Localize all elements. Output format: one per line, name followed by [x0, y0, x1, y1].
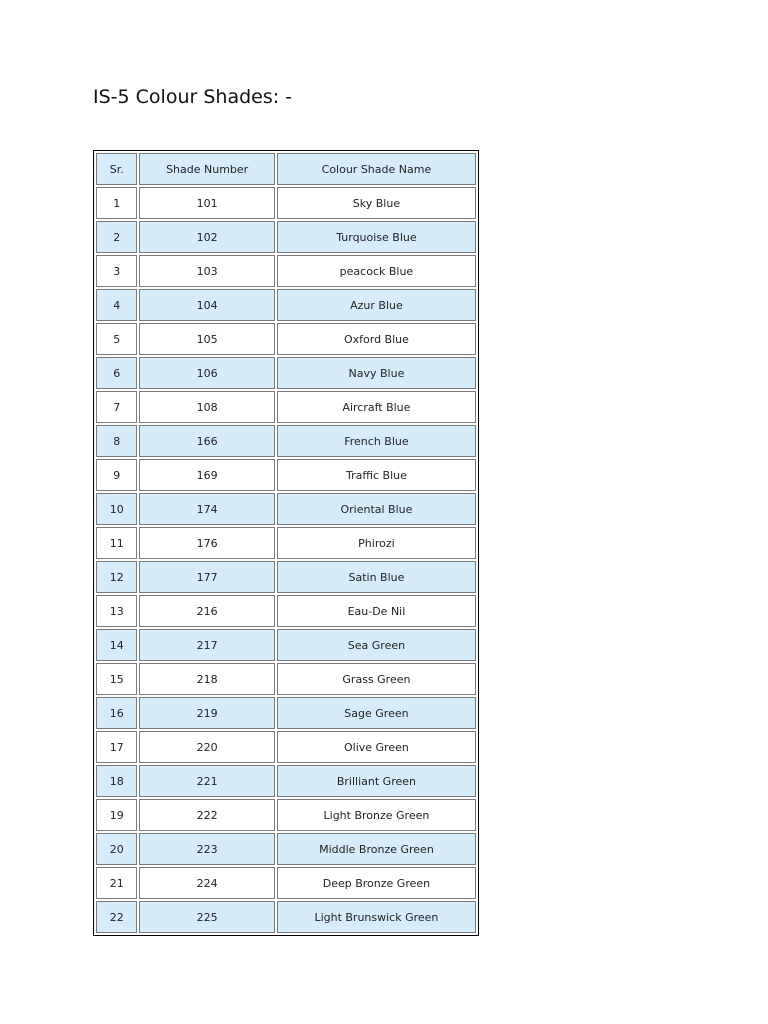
cell-shade-number: 177 — [139, 561, 274, 593]
cell-shade-number: 174 — [139, 493, 274, 525]
cell-sr: 11 — [96, 527, 137, 559]
cell-sr: 7 — [96, 391, 137, 423]
header-shade-number: Shade Number — [139, 153, 274, 185]
cell-colour-shade-name: Oxford Blue — [277, 323, 476, 355]
table-row — [96, 255, 476, 287]
cell-shade-number: 217 — [139, 629, 274, 661]
cell-sr: 10 — [96, 493, 137, 525]
cell-colour-shade-name: Oriental Blue — [277, 493, 476, 525]
cell-sr: 2 — [96, 221, 137, 253]
table-row — [96, 527, 476, 559]
cell-sr: 18 — [96, 765, 137, 797]
cell-colour-shade-name: Eau-De Nil — [277, 595, 476, 627]
cell-colour-shade-name: Azur Blue — [277, 289, 476, 321]
cell-sr: 16 — [96, 697, 137, 729]
cell-shade-number: 103 — [139, 255, 274, 287]
table-row — [96, 221, 476, 253]
cell-colour-shade-name: Traffic Blue — [277, 459, 476, 491]
cell-sr: 17 — [96, 731, 137, 763]
table-row — [96, 765, 476, 797]
cell-colour-shade-name: French Blue — [277, 425, 476, 457]
cell-colour-shade-name: Deep Bronze Green — [277, 867, 476, 899]
cell-sr: 4 — [96, 289, 137, 321]
table-row — [96, 357, 476, 389]
cell-colour-shade-name: Sage Green — [277, 697, 476, 729]
table-row — [96, 561, 476, 593]
cell-shade-number: 220 — [139, 731, 274, 763]
table-row — [96, 697, 476, 729]
cell-shade-number: 219 — [139, 697, 274, 729]
cell-colour-shade-name: Brilliant Green — [277, 765, 476, 797]
cell-shade-number: 225 — [139, 901, 274, 933]
cell-sr: 6 — [96, 357, 137, 389]
cell-sr: 3 — [96, 255, 137, 287]
cell-shade-number: 216 — [139, 595, 274, 627]
table-row — [96, 493, 476, 525]
table-row — [96, 833, 476, 865]
cell-shade-number: 222 — [139, 799, 274, 831]
cell-colour-shade-name: Phirozi — [277, 527, 476, 559]
cell-colour-shade-name: Middle Bronze Green — [277, 833, 476, 865]
page-title: IS-5 Colour Shades: - — [93, 86, 293, 108]
cell-colour-shade-name: Turquoise Blue — [277, 221, 476, 253]
cell-colour-shade-name: Satin Blue — [277, 561, 476, 593]
cell-sr: 1 — [96, 187, 137, 219]
cell-colour-shade-name: Sea Green — [277, 629, 476, 661]
cell-colour-shade-name: peacock Blue — [277, 255, 476, 287]
table-row — [96, 391, 476, 423]
cell-colour-shade-name: Navy Blue — [277, 357, 476, 389]
cell-shade-number: 223 — [139, 833, 274, 865]
cell-shade-number: 218 — [139, 663, 274, 695]
header-sr: Sr. — [96, 153, 137, 185]
cell-sr: 22 — [96, 901, 137, 933]
table-row — [96, 629, 476, 661]
table-row — [96, 799, 476, 831]
cell-sr: 20 — [96, 833, 137, 865]
table-row — [96, 459, 476, 491]
colour-shades-table — [93, 150, 479, 936]
cell-colour-shade-name: Light Bronze Green — [277, 799, 476, 831]
cell-sr: 8 — [96, 425, 137, 457]
cell-shade-number: 224 — [139, 867, 274, 899]
cell-shade-number: 104 — [139, 289, 274, 321]
cell-shade-number: 106 — [139, 357, 274, 389]
cell-shade-number: 105 — [139, 323, 274, 355]
table-row — [96, 731, 476, 763]
table-header-row — [96, 153, 476, 185]
table-row — [96, 425, 476, 457]
cell-shade-number: 166 — [139, 425, 274, 457]
cell-shade-number: 102 — [139, 221, 274, 253]
cell-sr: 21 — [96, 867, 137, 899]
table-body — [96, 187, 476, 933]
cell-sr: 19 — [96, 799, 137, 831]
cell-sr: 12 — [96, 561, 137, 593]
table-row — [96, 323, 476, 355]
cell-colour-shade-name: Aircraft Blue — [277, 391, 476, 423]
cell-colour-shade-name: Grass Green — [277, 663, 476, 695]
cell-shade-number: 176 — [139, 527, 274, 559]
table-row — [96, 901, 476, 933]
cell-sr: 9 — [96, 459, 137, 491]
header-colour-shade-name: Colour Shade Name — [277, 153, 476, 185]
cell-sr: 15 — [96, 663, 137, 695]
cell-sr: 14 — [96, 629, 137, 661]
cell-colour-shade-name: Light Brunswick Green — [277, 901, 476, 933]
table-row — [96, 867, 476, 899]
cell-shade-number: 101 — [139, 187, 274, 219]
cell-colour-shade-name: Sky Blue — [277, 187, 476, 219]
cell-sr: 13 — [96, 595, 137, 627]
cell-shade-number: 108 — [139, 391, 274, 423]
table-row — [96, 663, 476, 695]
colour-shades-table-container — [93, 150, 477, 936]
table-row — [96, 595, 476, 627]
table-row — [96, 289, 476, 321]
cell-colour-shade-name: Olive Green — [277, 731, 476, 763]
table-row — [96, 187, 476, 219]
cell-shade-number: 169 — [139, 459, 274, 491]
cell-shade-number: 221 — [139, 765, 274, 797]
cell-sr: 5 — [96, 323, 137, 355]
